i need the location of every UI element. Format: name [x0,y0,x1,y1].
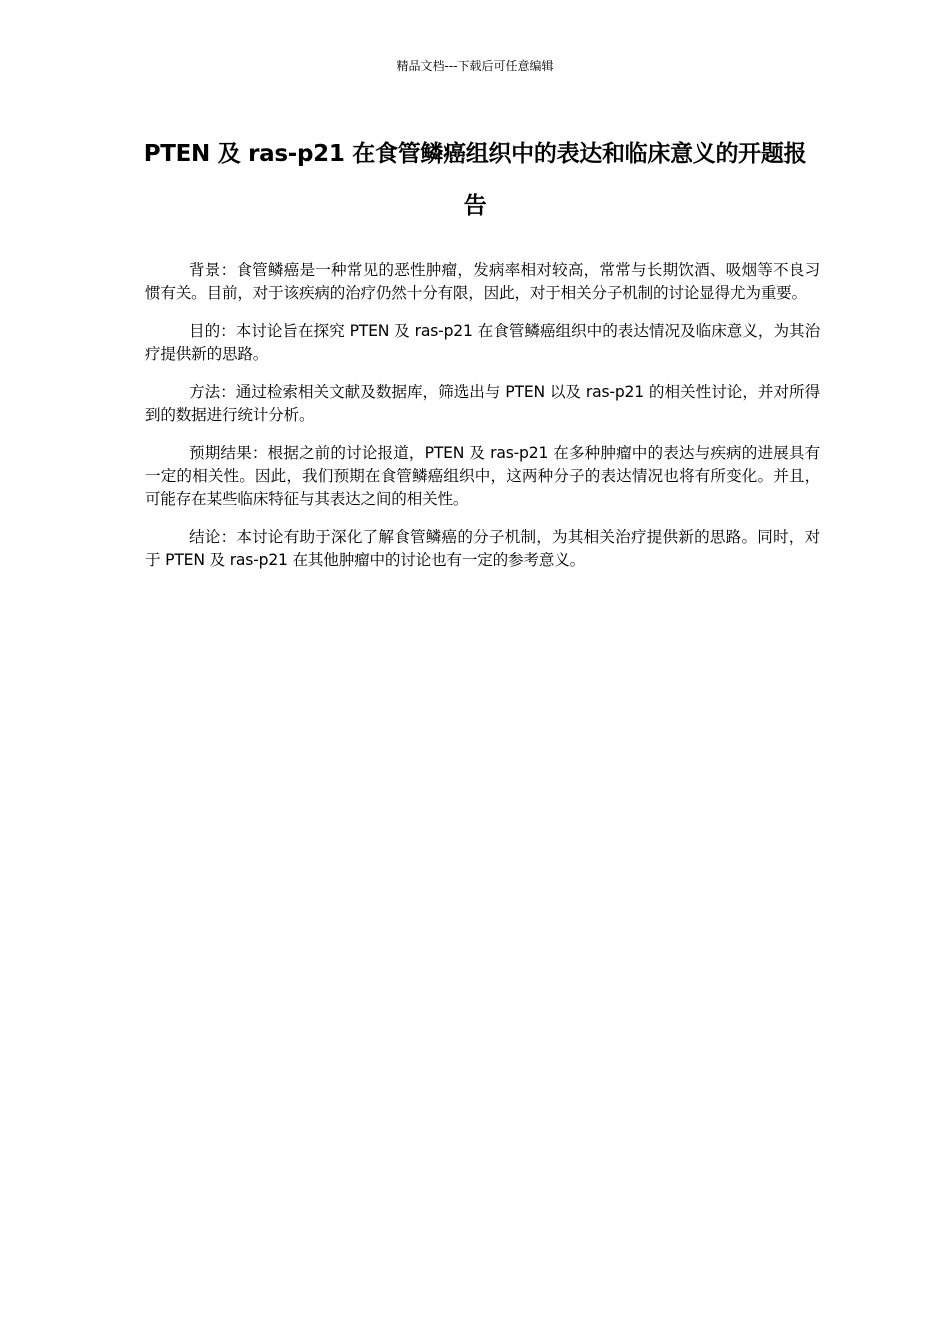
document-body [145,259,820,587]
paragraph-expected-results: 预期结果：根据之前的讨论报道，PTEN 及 ras-p21 在多种肿瘤中的表达与疾病的进展具有一定的相关性。因此，我们预期在食管鳞癌组织中，这两种分子的表达情况也将有所变化。并且，可能存在某些临床特征与其表达之间的相关性。 [145,444,820,508]
paragraph-objective: 目的：本讨论旨在探究 PTEN 及 ras-p21 在食管鳞癌组织中的表达情况及临床意义，为其治疗提供新的思路。 [145,322,820,363]
paragraph-background: 背景：食管鳞癌是一种常见的恶性肿瘤，发病率相对较高，常常与长期饮酒、吸烟等不良习惯有关。目前，对于该疾病的治疗仍然十分有限，因此，对于相关分子机制的讨论显得尤为重要。 [145,261,820,302]
document-title: PTEN 及 ras-p21 在食管鳞癌组织中的表达和临床意义的开题报告 [143,141,807,219]
page-header-note: 精品文档---下载后可任意编辑 [396,59,554,73]
paragraph-methods: 方法：通过检索相关文献及数据库，筛选出与 PTEN 以及 ras-p21 的相关性讨论，并对所得到的数据进行统计分析。 [145,383,820,424]
paragraph-conclusion: 结论：本讨论有助于深化了解食管鳞癌的分子机制，为其相关治疗提供新的思路。同时，对于 PTEN 及 ras-p21 在其他肿瘤中的讨论也有一定的参考意义。 [145,528,820,569]
